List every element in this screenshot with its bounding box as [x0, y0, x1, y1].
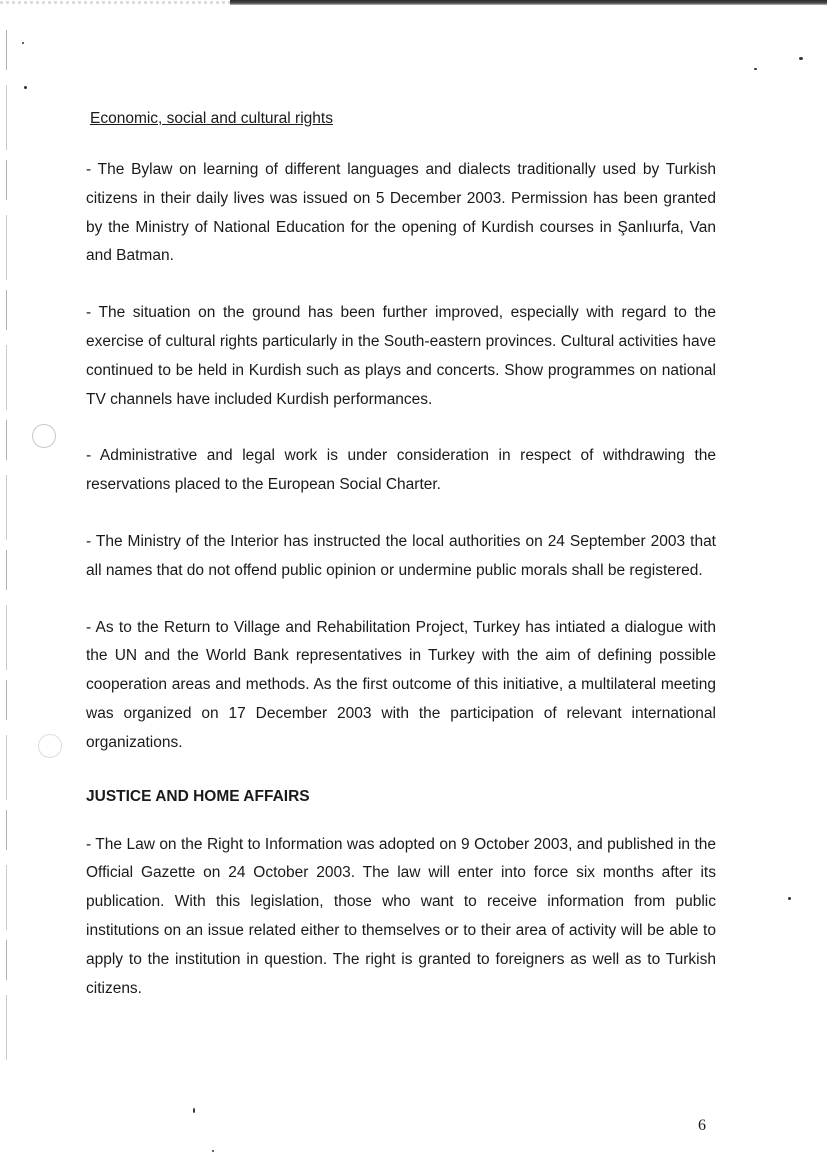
paragraph-right-to-information: - The Law on the Right to Information was adopted on 9 October 2003, and published in the Official Gazette on 24 October 2003. The law will enter into force six months after its publication. With this legislation, those who want to receive information from public institutions on an issue related either to themselves or to their area of activity will be able to apply to the institution in question. The right is granted to foreigners as well as to Turkish citizens. [86, 835, 716, 997]
scan-speck [22, 42, 24, 44]
scan-top-shadow [230, 0, 827, 5]
paragraph-names-registration: - The Ministry of the Interior has instructed the local authorities on 24 September 2003 that all names that do not offend public opinion or undermine public morals shall be registered. [86, 532, 716, 579]
punch-hole-mark [32, 424, 56, 448]
page-number: 6 [698, 1117, 706, 1134]
scan-speck [754, 68, 757, 70]
paragraph-return-to-village: - As to the Return to Village and Rehabilitation Project, Turkey has intiated a dialogue with the UN and the World Bank representatives in Turkey with the aim of defining possible cooperation areas and methods. As the first outcome of this initiative, a multilateral meeting was organized on 17 December 2003 with the participation of relevant international organizations. [86, 618, 716, 751]
scan-left-edge [6, 30, 7, 1070]
scan-speck [193, 1108, 195, 1113]
scan-speck [788, 897, 791, 900]
paragraph-social-charter: - Administrative and legal work is under consideration in respect of withdrawing the reservations placed to the European Social Charter. [86, 447, 716, 494]
scan-speck [799, 57, 803, 60]
section-heading-economic-rights: Economic, social and cultural rights [90, 110, 333, 127]
scan-edge-artifact [0, 1, 230, 4]
document-body [86, 108, 716, 1031]
paragraph-cultural-rights: - The situation on the ground has been further improved, especially with regard to the exercise of cultural rights particularly in the South-eastern provinces. Cultural activities have continued to be held in Kurdish such as plays and concerts. Show programmes on national TV channels have included Kurdish performances. [86, 304, 716, 408]
scan-speck [212, 1150, 214, 1152]
paragraph-bylaw-languages: - The Bylaw on learning of different languages and dialects traditionally used by Turkish citizens in their daily lives was issued on 5 December 2003. Permission has been granted by the Ministry of National Education for the opening of Kurdish courses in Şanlıurfa, Van and Batman. [86, 161, 716, 265]
scan-speck [24, 86, 27, 89]
punch-hole-mark [38, 734, 62, 758]
section-heading-justice-home-affairs: JUSTICE AND HOME AFFAIRS [86, 787, 310, 805]
